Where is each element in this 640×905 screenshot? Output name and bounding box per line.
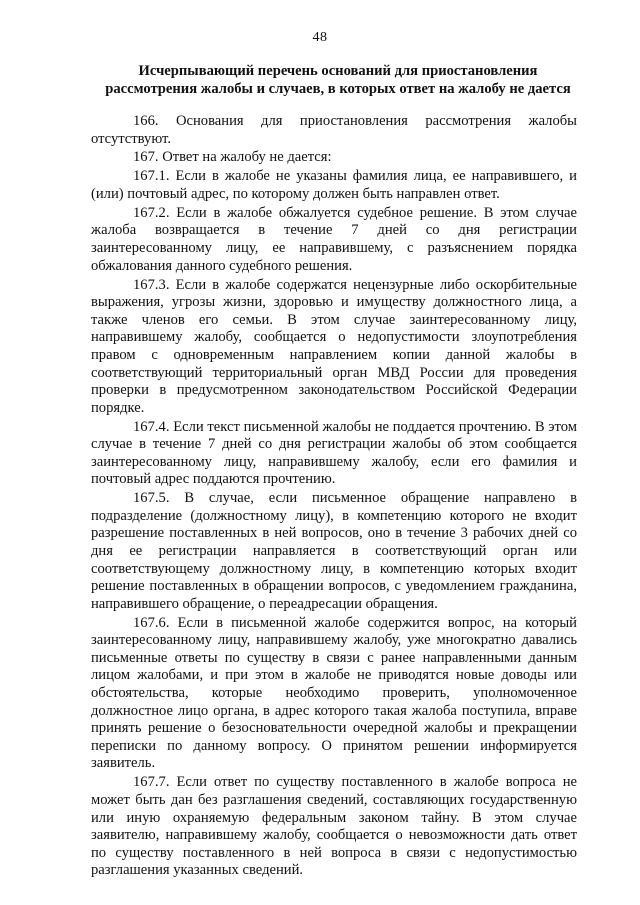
paragraph-167-5: 167.5. В случае, если письменное обращение направлено в подразделение (должностному лицу), в компетенцию которого не входит разрешение поставленных в ней вопросов, оно в течение 3 рабочих дней со дня ее регистрации направляется в соответствующий орган или соответствующему должностному лицу, в компетенцию которых входит решение поставленных в обращении вопросов, с уведомлением гражданина, направившего обращение, о переадресации обращения. bbox=[91, 490, 577, 612]
paragraph-167-6: 167.6. Если в письменной жалобе содержится вопрос, на который заинтересованному лицу, направившему жалобу, уже многократно давались письменные ответы по существу в связи с ранее направленными данным лицом жалобами, и при этом в жалобе не приводятся новые доводы или обстоятельства, которые необходимо проверить, уполномоченное должностное лицо органа, в адрес которого такая жалоба поступила, вправе принять решение о безосновательности очередной жалобы и прекращении переписки по данному вопросу. О принятом решении информируется заявитель. bbox=[91, 614, 577, 772]
paragraph-166: 166. Основания для приостановления рассмотрения жалобы отсутствуют. bbox=[91, 113, 577, 147]
paragraph-167-3: 167.3. Если в жалобе содержатся нецензурные либо оскорбительные выражения, угрозы жизни, здоровью и имуществу должностного лица, а также членов его семьи. В этом случае заинтересованному лицу, направившему жалобу, сообщается о недопустимости злоупотребления правом с одновременным направлением копии данной жалобы в соответствующий территориальный орган МВД России для проведения проверки в предусмотренном законодательством Российской Федерации порядке. bbox=[91, 276, 577, 416]
heading-line-2: рассмотрения жалобы и случаев, в которых ответ на жалобу не дается bbox=[105, 81, 571, 97]
paragraph-167-1: 167.1. Если в жалобе не указаны фамилия лица, ее направившего, и (или) почтовый адрес, по которому должен быть направлен ответ. bbox=[91, 168, 577, 202]
heading-line-1: Исчерпывающий перечень оснований для приостановления bbox=[138, 63, 538, 79]
paragraph-167-7: 167.7. Если ответ по существу поставленного в жалобе вопроса не может быть дан без разглашения сведений, составляющих государственную или иную охраняемую федеральным законом тайну. В этом случае заявителю, направившему жалобу, сообщается о невозможности дать ответ по существу поставленного в ней вопроса в связи с недопустимостью разглашения указанных сведений. bbox=[91, 774, 577, 879]
paragraph-167-4: 167.4. Если текст письменной жалобы не поддается прочтению. В этом случае в течение 7 дней со дня регистрации жалобы об этом сообщается заинтересованному лицу, направившему жалобу, если его фамилия и почтовый адрес поддаются прочтению. bbox=[91, 418, 577, 488]
section-heading bbox=[100, 62, 576, 98]
paragraph-167-2: 167.2. Если в жалобе обжалуется судебное решение. В этом случае жалоба возвращается в течение 7 дней со дня регистрации заинтересованному лицу, ее направившему, с разъяснением порядка обжалования данного судебного решения. bbox=[91, 204, 577, 274]
paragraph-167: 167. Ответ на жалобу не дается: bbox=[133, 149, 332, 166]
document-body bbox=[91, 113, 577, 881]
page-number: 48 bbox=[312, 30, 328, 45]
